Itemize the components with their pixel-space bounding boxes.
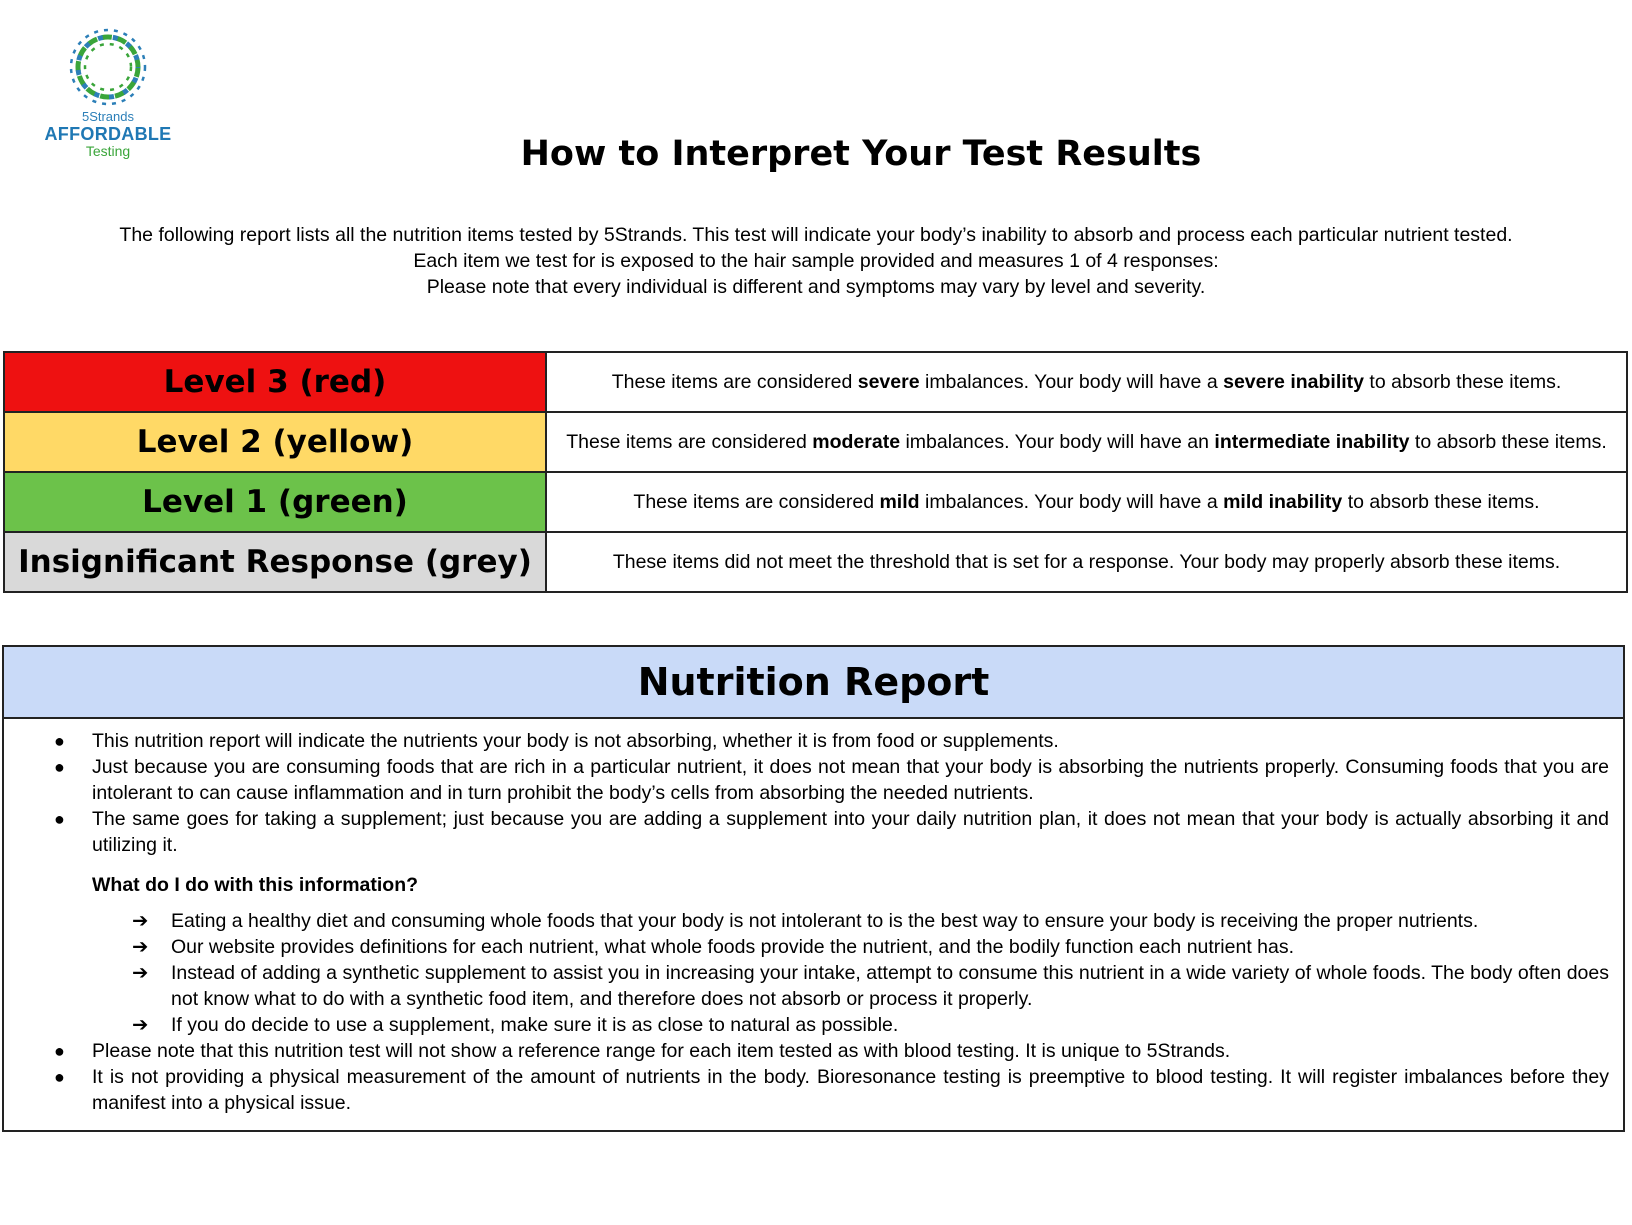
- bullet-icon: ●: [54, 731, 65, 751]
- list-item: ● It is not providing a physical measurement of the amount of nutrients in the body. Bioresonance testing is preemptive to blood testing. It will register imbalances before they manifest into a physical issue.: [54, 1066, 1609, 1114]
- level-3-label: Level 3 (red): [4, 352, 546, 412]
- list-item: ● Just because you are consuming foods that are rich in a particular nutrient, it does not mean that your body is absorbing the nutrients properly. Consuming foods that you are intolerant to can cause inflammation and in turn prohibit the body’s cells from absorbing the needed nutrients.: [54, 756, 1609, 804]
- intro-line: Each item we test for is exposed to the hair sample provided and measures 1 of 4 responses:: [413, 250, 1219, 272]
- bullet-icon: ●: [54, 1041, 65, 1061]
- question-heading: What do I do with this information?: [92, 874, 419, 896]
- arrow-right-icon: ➔: [132, 962, 149, 984]
- report-body: [4, 719, 1623, 1116]
- level-row-insignificant: [4, 532, 1627, 592]
- logo-brand-sub: Testing: [85, 143, 131, 159]
- list-item: ➔ Eating a healthy diet and consuming whole foods that your body is not intolerant to is the best way to ensure your body is receiving the proper nutrients.: [132, 910, 1479, 932]
- logo-brand-small: 5Strands: [81, 109, 135, 124]
- arrow-right-icon: ➔: [132, 1014, 149, 1036]
- list-item: ➔ If you do decide to use a supplement, make sure it is as close to natural as possible.: [132, 1014, 899, 1036]
- nutrition-report-box: [2, 645, 1625, 1132]
- list-item: ● Please note that this nutrition test will not show a reference range for each item tested as with blood testing. It is unique to 5Strands.: [54, 1040, 1231, 1062]
- list-item: ● The same goes for taking a supplement; just because you are adding a supplement into your daily nutrition plan, it does not mean that your body is actually absorbing it and utilizing it.: [54, 808, 1609, 856]
- list-item: ➔ Instead of adding a synthetic supplement to assist you in increasing your intake, attempt to consume this nutrient in a wide variety of whole foods. The body often does not know what to do with a synthetic food item, and therefore does not absorb or process it properly.: [132, 962, 1609, 1010]
- level-row-3: [4, 352, 1627, 412]
- page-title: How to Interpret Your Test Results: [520, 134, 1202, 174]
- bullet-icon: ●: [54, 1067, 65, 1087]
- intro-text: [0, 222, 1632, 300]
- insignificant-description: These items did not meet the threshold that is set for a response. Your body may properly absorb these items.: [546, 532, 1627, 592]
- report-heading: Nutrition Report: [4, 647, 1623, 719]
- list-item: ● This nutrition report will indicate the nutrients your body is not absorbing, whether it is from food or supplements.: [54, 730, 1059, 752]
- level-row-1: [4, 472, 1627, 532]
- level-1-description: These items are considered mild imbalances. Your body will have a mild inability to absorb these items.: [546, 472, 1627, 532]
- arrow-right-icon: ➔: [132, 936, 149, 958]
- level-1-label: Level 1 (green): [4, 472, 546, 532]
- level-2-label: Level 2 (yellow): [4, 412, 546, 472]
- bullet-icon: ●: [54, 757, 65, 777]
- arrow-right-icon: ➔: [132, 910, 149, 932]
- level-row-2: [4, 412, 1627, 472]
- list-item: ➔ Our website provides definitions for each nutrient, what whole foods provide the nutrient, and the bodily function each nutrient has.: [132, 936, 1295, 958]
- levels-legend-table: [3, 351, 1628, 593]
- dna-ring-icon: [67, 26, 149, 108]
- logo-brand-name: AFFORDABLE: [44, 124, 172, 144]
- level-3-description: These items are considered severe imbalances. Your body will have a severe inability to absorb these items.: [546, 352, 1627, 412]
- bullet-icon: ●: [54, 809, 65, 829]
- intro-line: Please note that every individual is different and symptoms may vary by level and severity.: [426, 276, 1206, 298]
- intro-line: The following report lists all the nutrition items tested by 5Strands. This test will indicate your body’s inability to absorb and process each particular nutrient tested.: [119, 224, 1513, 246]
- level-2-description: These items are considered moderate imbalances. Your body will have an intermediate inability to absorb these items.: [546, 412, 1627, 472]
- insignificant-label: Insignificant Response (grey): [4, 532, 546, 592]
